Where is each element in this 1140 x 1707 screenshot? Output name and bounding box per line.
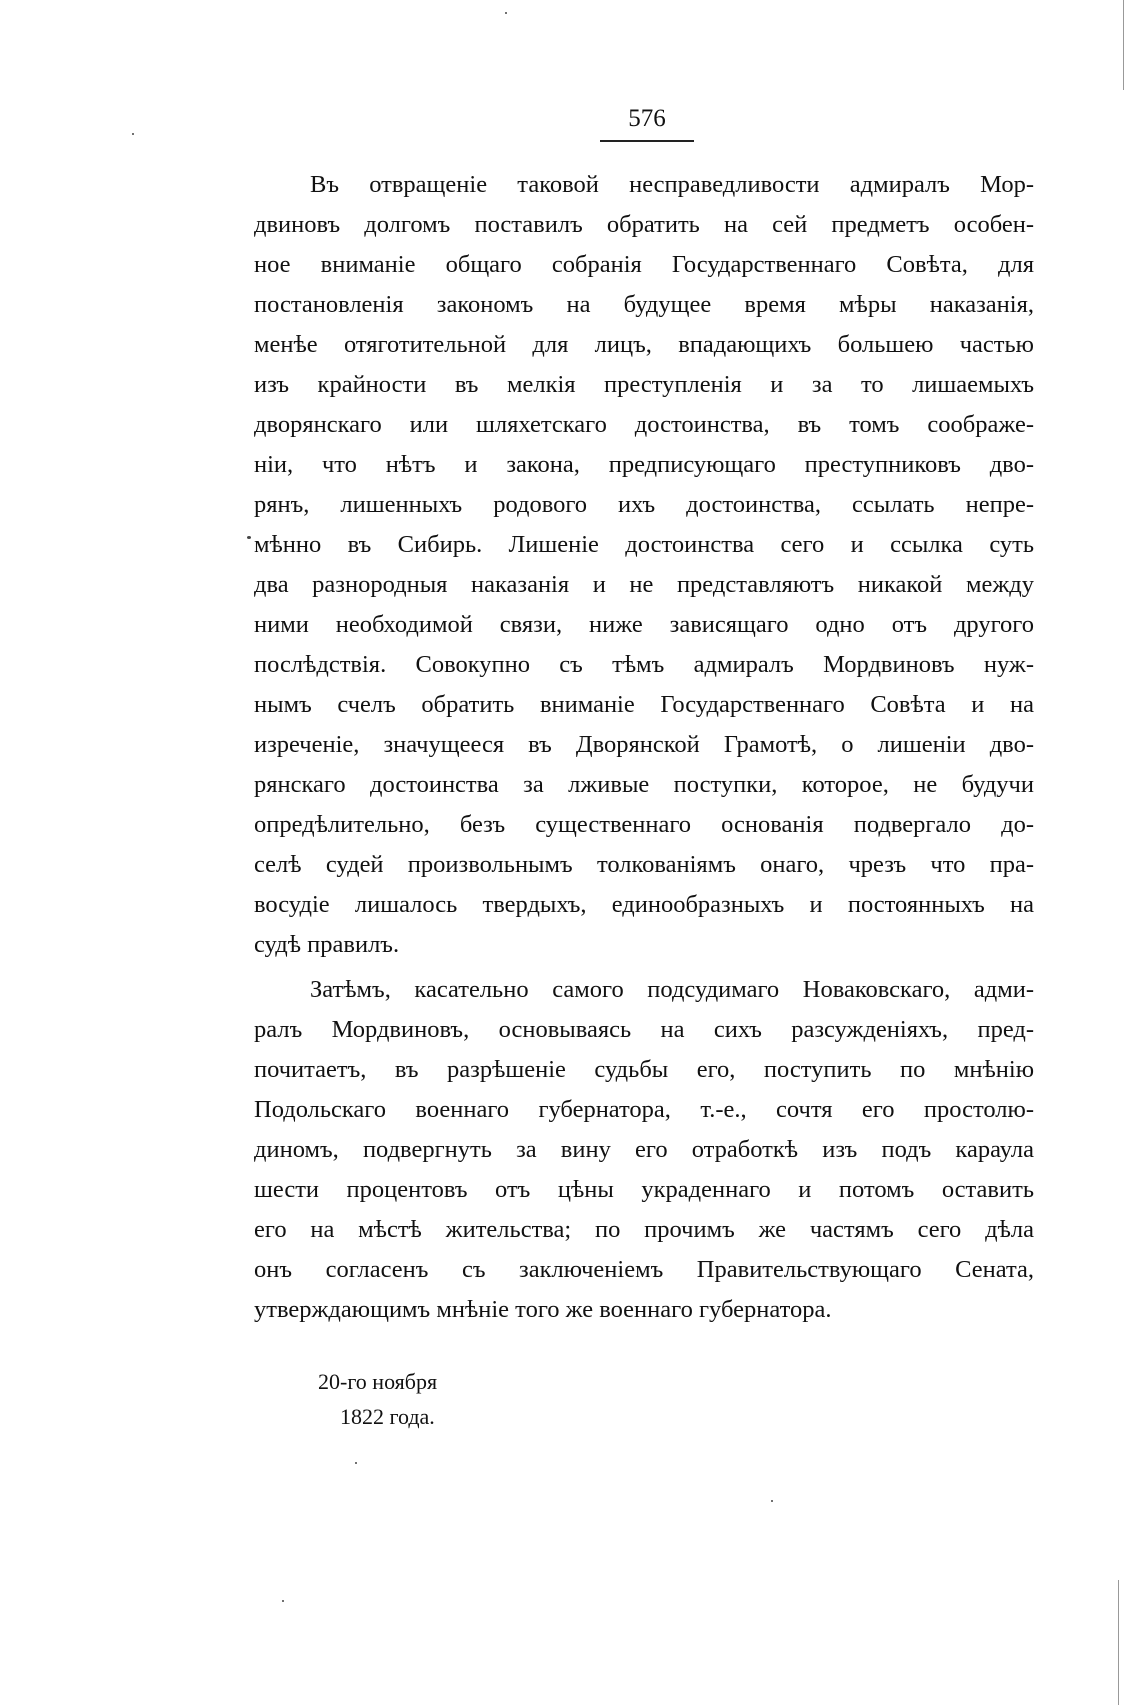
- page-number: 576: [628, 105, 666, 132]
- text-line: менѣе отяготительной для лицъ, впадающихъ большею частью: [254, 331, 1034, 358]
- text-line: Затѣмъ, касательно самого подсудимаго Новаковскаго, адми-: [310, 976, 1034, 1003]
- text-line: послѣдствія. Совокупно съ тѣмъ адмиралъ Мордвиновъ нуж-: [254, 651, 1034, 678]
- text-line: ніи, что нѣтъ и закона, предписующаго преступниковъ дво-: [254, 451, 1034, 478]
- text-line: диномъ, подвергнуть за вину его отработкѣ изъ подъ караула: [254, 1136, 1034, 1163]
- date-year: 1822 года.: [340, 1404, 435, 1429]
- text-line: постановленія закономъ на будущее время мѣры наказанія,: [254, 291, 1034, 318]
- text-line: два разнородныя наказанія и не представляютъ никакой между: [254, 571, 1034, 598]
- scan-edge-mark: [1118, 1580, 1119, 1705]
- text-line: изъ крайности въ мелкія преступленія и за то лишаемыхъ: [254, 371, 1034, 398]
- text-line: мѣнно въ Сибирь. Лишеніе достоинства сего и ссылка суть: [254, 531, 1034, 558]
- scan-speck: [247, 536, 251, 539]
- text-line: восудіе лишалось твердыхъ, единообразныхъ и постоянныхъ на: [254, 891, 1034, 918]
- text-line: шести процентовъ отъ цѣны украденнаго и потомъ оставить: [254, 1176, 1034, 1203]
- text-line: опредѣлительно, безъ существеннаго основанія подвергало до-: [254, 811, 1034, 838]
- scan-speck: [771, 1500, 773, 1502]
- text-line: изреченіе, значущееся въ Дворянской Грамотѣ, о лишеніи дво-: [254, 731, 1034, 758]
- text-line: дворянскаго или шляхетскаго достоинства, въ томъ соображе-: [254, 411, 1034, 438]
- text-line: рянскаго достоинства за лживые поступки, которое, не будучи: [254, 771, 1034, 798]
- scan-speck: [505, 12, 507, 14]
- date-day: 20-го ноября: [318, 1369, 438, 1394]
- scan-edge-mark: [1123, 0, 1124, 90]
- text-line: Подольскаго военнаго губернатора, т.-е., сочтя его простолю-: [254, 1096, 1034, 1123]
- text-line: ними необходимой связи, ниже зависящаго одно отъ другого: [254, 611, 1034, 638]
- text-line: утверждающимъ мнѣніе того же военнаго губернатора.: [254, 1296, 832, 1323]
- page-number-rule: [600, 140, 694, 142]
- text-line: почитаетъ, въ разрѣшеніе судьбы его, поступить по мнѣнію: [254, 1056, 1034, 1083]
- text-line: судѣ правилъ.: [254, 931, 400, 958]
- text-line: ралъ Мордвиновъ, основываясь на сихъ разсужденіяхъ, пред-: [254, 1016, 1034, 1043]
- text-line: Въ отвращеніе таковой несправедливости адмиралъ Мор-: [310, 171, 1034, 198]
- text-line: рянъ, лишенныхъ родового ихъ достоинства, ссылать непре-: [254, 491, 1034, 518]
- scan-speck: [355, 1462, 357, 1464]
- text-line: ное вниманіе общаго собранія Государственнаго Совѣта, для: [254, 251, 1034, 278]
- scan-speck: [282, 1600, 284, 1602]
- text-line: онъ согласенъ съ заключеніемъ Правительствующаго Сената,: [254, 1256, 1034, 1283]
- text-line: двиновъ долгомъ поставилъ обратить на сей предметъ особен-: [254, 211, 1034, 238]
- text-line: селѣ судей произвольнымъ толкованіямъ онаго, чрезъ что пра-: [254, 851, 1034, 878]
- text-line: его на мѣстѣ жительства; по прочимъ же частямъ сего дѣла: [254, 1216, 1034, 1243]
- scan-speck: [132, 133, 134, 135]
- text-line: нымъ счелъ обратить вниманіе Государственнаго Совѣта и на: [254, 691, 1034, 718]
